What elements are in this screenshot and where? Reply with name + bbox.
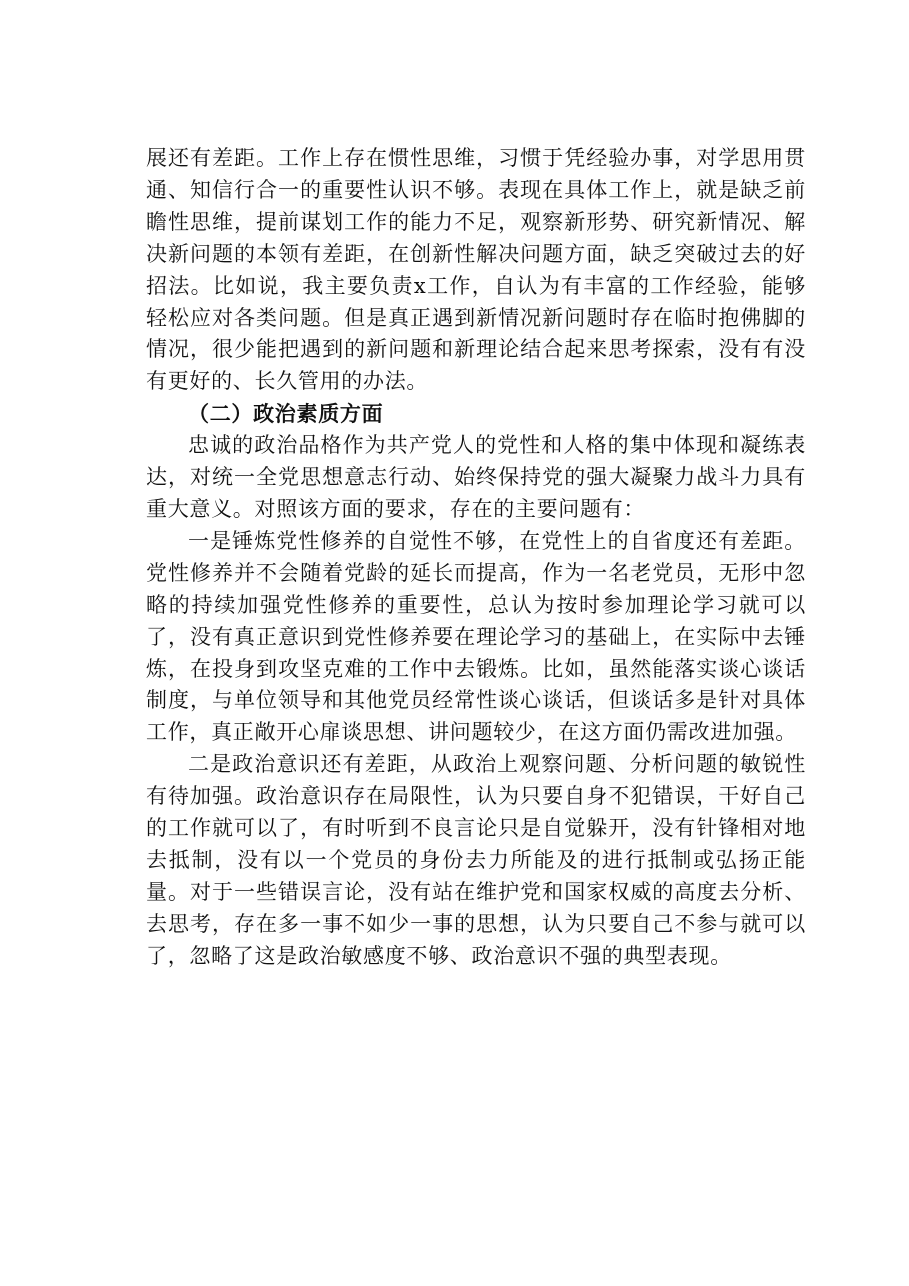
section-heading-political-quality: （二）政治素质方面 <box>188 401 384 427</box>
document-body <box>146 143 806 973</box>
paragraph-continuation: 展还有差距。工作上存在惯性思维，习惯于凭经验办事，对学思用贯通、知信行合一的重要性认识不够。表现在具体工作上，就是缺乏前瞻性思维，提前谋划工作的能力不足，观察新形势、研究新情况、解决新问题的本领有差距，在创新性解决问题方面，缺乏突破过去的好招法。比如说，我主要负责x工作，自认为有丰富的工作经验，能够轻松应对各类问题。但是真正遇到新情况新问题时存在临时抱佛脚的情况，很少能把遇到的新问题和新理论结合起来思考探索，没有有没有更好的、长久管用的办法。 <box>146 146 806 394</box>
paragraph-point-one: 一是锤炼党性修养的自觉性不够，在党性上的自省度还有差距。党性修养并不会随着党龄的延长而提高，作为一名老党员，无形中忽略的持续加强党性修养的重要性，总认为按时参加理论学习就可以了，没有真正意识到党性修养要在理论学习的基础上，在实际中去锤炼，在投身到攻坚克难的工作中去锻炼。比如，虽然能落实谈心谈话制度，与单位领导和其他党员经常性谈心谈话，但谈话多是针对具体工作，真正敞开心扉谈思想、讲问题较少，在这方面仍需改进加强。 <box>146 528 806 745</box>
paragraph-intro: 忠诚的政治品格作为共产党人的党性和人格的集中体现和凝练表达，对统一全党思想意志行动、始终保持党的强大凝聚力战斗力具有重大意义。对照该方面的要求，存在的主要问题有： <box>146 433 806 521</box>
paragraph-point-two: 二是政治意识还有差距，从政治上观察问题、分析问题的敏锐性有待加强。政治意识存在局限性，认为只要自身不犯错误，干好自己的工作就可以了，有时听到不良言论只是自觉躲开，没有针锋相对地去抵制，没有以一个党员的身份去力所能及的进行抵制或弘扬正能量。对于一些错误言论，没有站在维护党和国家权威的高度去分析、去思考，存在多一事不如少一事的思想，认为只要自己不参与就可以了，忽略了这是政治敏感度不够、政治意识不强的典型表现。 <box>146 752 806 968</box>
